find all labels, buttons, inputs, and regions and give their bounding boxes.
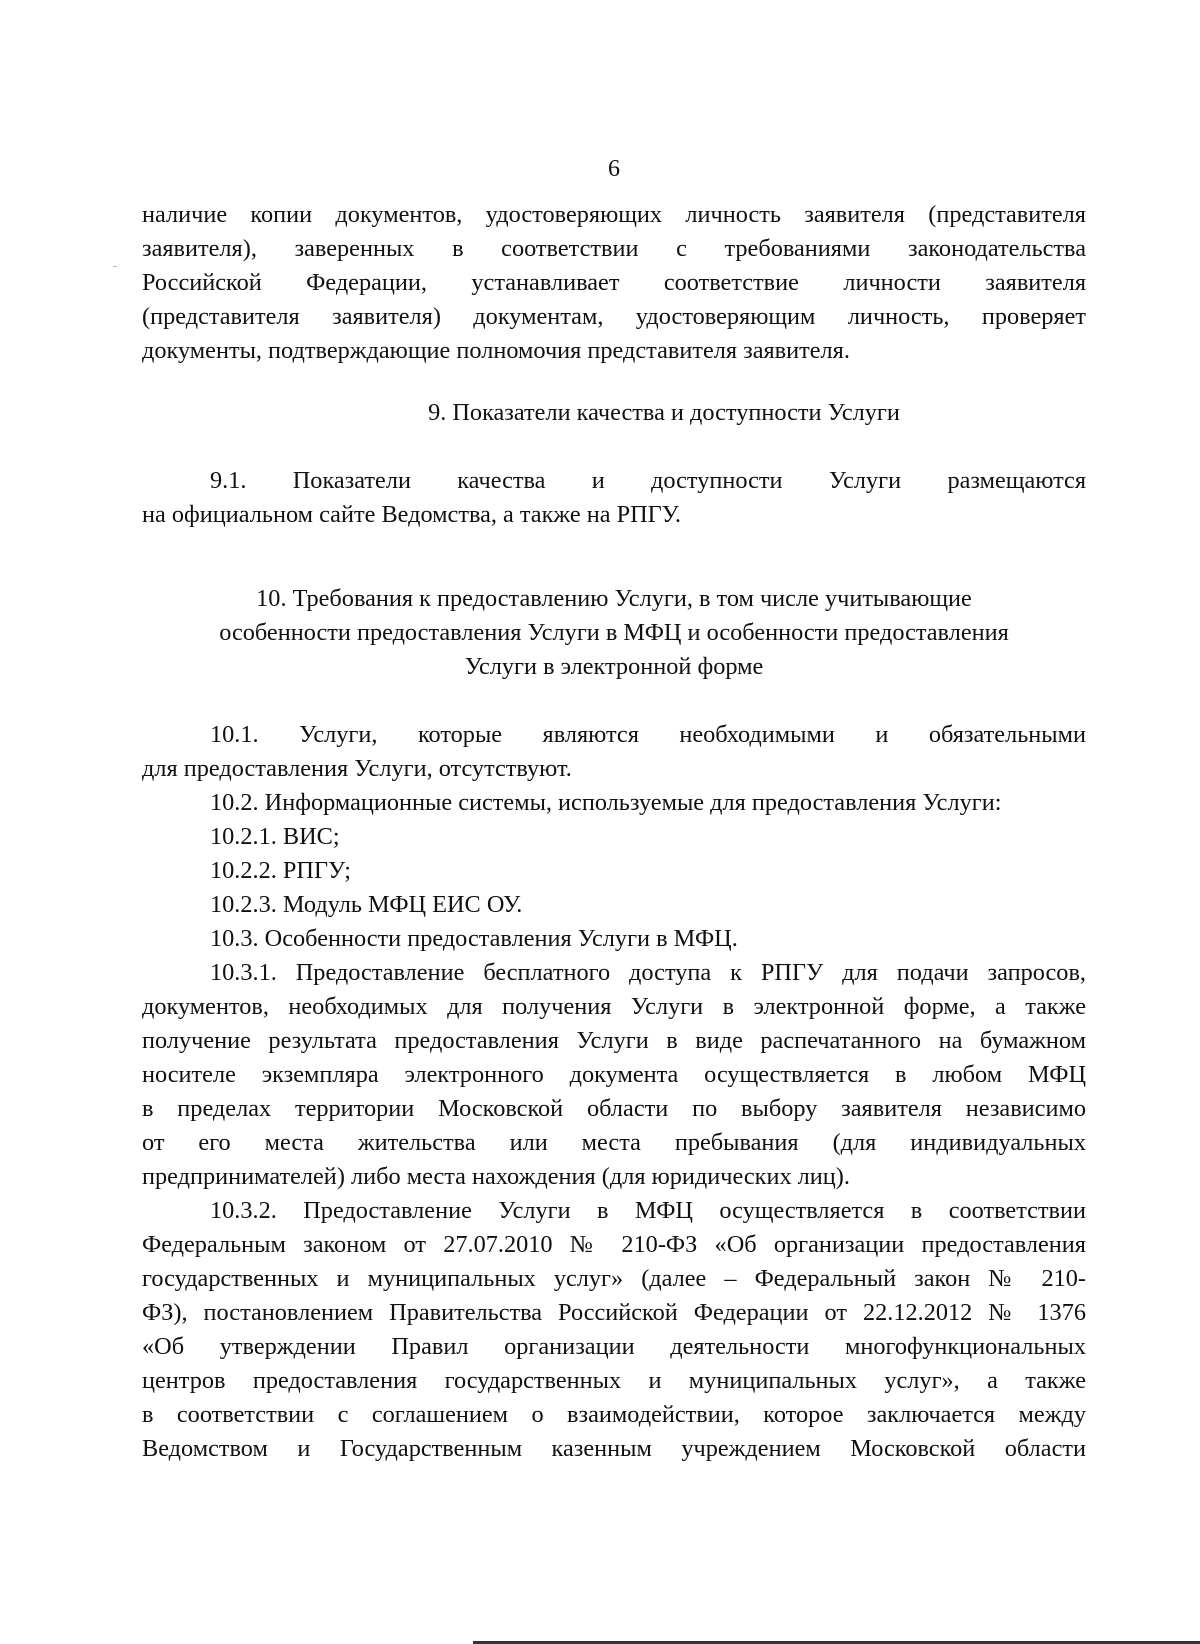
text-line: документы, подтверждающие полномочия представителя заявителя. xyxy=(142,337,850,364)
heading-line: Услуги в электронной форме xyxy=(464,653,764,680)
text-line: для предоставления Услуги, отсутствуют. xyxy=(142,755,572,782)
text-line: 9.1. Показатели качества и доступности Услуги размещаются xyxy=(210,467,1086,494)
text-line: 10.3.1. Предоставление бесплатного доступа к РПГУ для подачи запросов, xyxy=(210,959,1086,986)
paragraph-intro xyxy=(142,198,1086,368)
text-line: Российской Федерации, устанавливает соответствие личности заявителя xyxy=(142,269,1086,296)
text-line: заявителя), заверенных в соответствии с требованиями законодательства xyxy=(142,235,1086,262)
text-line: предпринимателей) либо места нахождения (для юридических лиц). xyxy=(142,1163,850,1190)
text-line: наличие копии документов, удостоверяющих личность заявителя (представителя xyxy=(142,201,1086,228)
text-line: центров предоставления государственных и муниципальных услуг», а также xyxy=(142,1367,1086,1394)
document-page xyxy=(142,0,1086,1644)
text-line: от его места жительства или места пребывания (для индивидуальных xyxy=(142,1129,1086,1156)
heading-line: особенности предоставления Услуги в МФЦ и особенности предоставления xyxy=(219,619,1009,646)
text-line: (представителя заявителя) документам, удостоверяющим личность, проверяет xyxy=(142,303,1086,330)
text-line: носителе экземпляра электронного документа осуществляется в любом МФЦ xyxy=(142,1061,1086,1088)
text-line: получение результата предоставления Услуги в виде распечатанного на бумажном xyxy=(142,1027,1086,1054)
text-line: Ведомством и Государственным казенным учреждением Московской области xyxy=(142,1435,1086,1462)
text-line: 10.2.3. Модуль МФЦ ЕИС ОУ. xyxy=(210,891,523,918)
text-line: государственных и муниципальных услуг» (далее – Федеральный закон № 210- xyxy=(142,1265,1086,1292)
text-line: 10.2.1. ВИС; xyxy=(210,823,340,850)
section-heading-9: 9. Показатели качества и доступности Услуги xyxy=(428,399,900,426)
text-line: на официальном сайте Ведомства, а также на РПГУ. xyxy=(142,501,681,528)
section-heading-10 xyxy=(142,582,1086,684)
text-line: в пределах территории Московской области по выбору заявителя независимо xyxy=(142,1095,1086,1122)
text-line: 10.3.2. Предоставление Услуги в МФЦ осуществляется в соответствии xyxy=(210,1197,1086,1224)
margin-mark xyxy=(113,266,117,267)
page-number: 6 xyxy=(608,156,620,182)
text-line: 10.1. Услуги, которые являются необходимыми и обязательными xyxy=(210,721,1086,748)
text-line: 10.3. Особенности предоставления Услуги в МФЦ. xyxy=(210,925,738,952)
text-line: ФЗ), постановлением Правительства Российской Федерации от 22.12.2012 № 1376 xyxy=(142,1299,1086,1326)
text-line: «Об утверждении Правил организации деятельности многофункциональных xyxy=(142,1333,1086,1360)
text-line: 10.2.2. РПГУ; xyxy=(210,857,352,884)
paragraph-9-1 xyxy=(142,464,1086,532)
section-10-body xyxy=(142,718,1086,1466)
text-line: документов, необходимых для получения Услуги в электронной форме, а также xyxy=(142,993,1086,1020)
text-line: в соответствии с соглашением о взаимодействии, которое заключается между xyxy=(142,1401,1086,1428)
text-line: Федеральным законом от 27.07.2010 № 210-ФЗ «Об организации предоставления xyxy=(142,1231,1086,1258)
heading-line: 10. Требования к предоставлению Услуги, в том числе учитывающие xyxy=(256,585,972,612)
text-line: 10.2. Информационные системы, используемые для предоставления Услуги: xyxy=(210,789,1002,816)
